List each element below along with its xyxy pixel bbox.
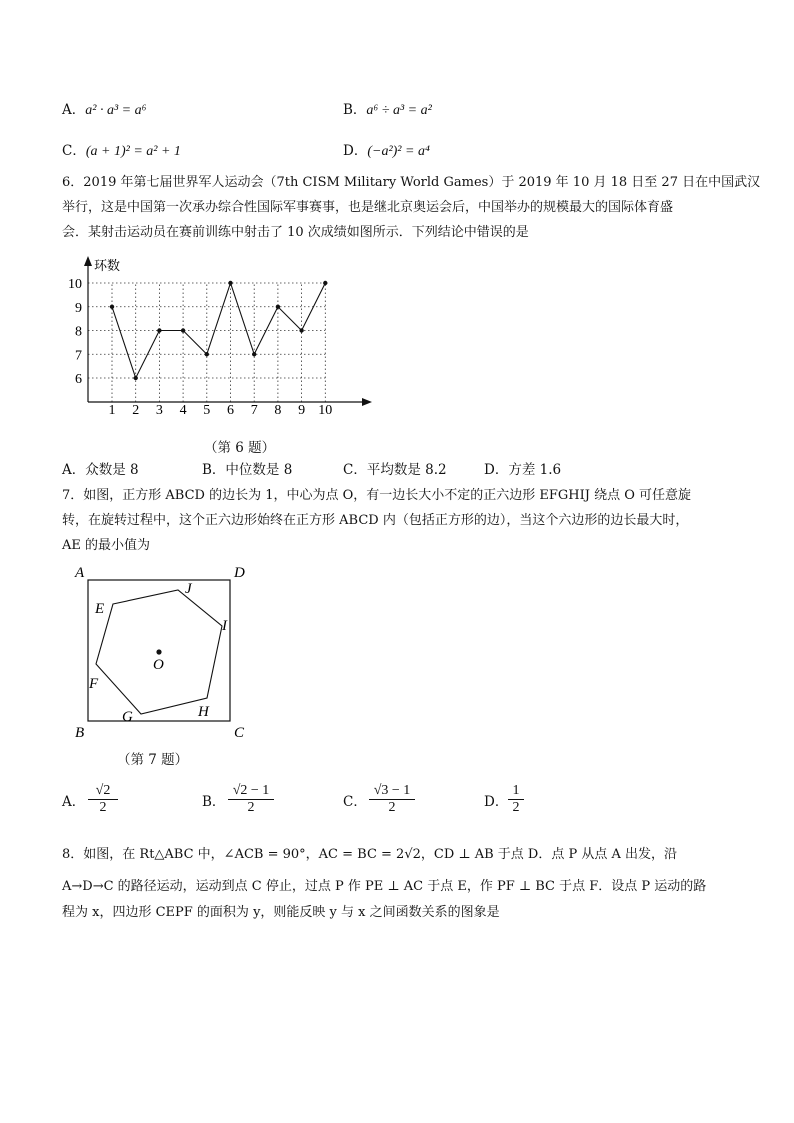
y-tick-label: 8 [75, 324, 82, 340]
q7-option-a-fraction [88, 783, 118, 816]
label-e: E [95, 601, 105, 617]
q8-line1: 8．如图，在 Rt△ABC 中，∠ACB = 90°，AC = BC = 2√2，CD ⊥ AB 于点 D．点 P 从点 A 出发，沿 [62, 847, 678, 862]
x-tick-label: 9 [298, 403, 306, 418]
q7-option-b-fraction [228, 783, 274, 816]
q6-option-b-text: 中位数是 8 [225, 462, 293, 478]
q7-option-b-num: √2 − 1 [228, 783, 274, 800]
label-h: H [198, 704, 209, 720]
q7-option-d-fraction [508, 783, 524, 816]
q7-option-d-num: 1 [508, 783, 524, 800]
q7-option-a-label: A． [62, 794, 86, 810]
label-j: J [185, 581, 192, 597]
x-tick-label: 10 [318, 403, 333, 418]
q7-option-c-den: 2 [388, 800, 396, 815]
q7-option-c-fraction [369, 783, 415, 816]
q5-option-a-expr: a² · a³ = a⁶ [85, 103, 147, 118]
q5-option-a-label: A． [62, 102, 86, 118]
label-a: A [75, 565, 85, 581]
x-tick-label: 6 [227, 403, 234, 418]
y-axis-label: 环数 [94, 258, 121, 273]
q7-option-a-num: √2 [88, 783, 118, 800]
q7-option-d-den: 2 [512, 800, 520, 815]
q5-option-d-label: D． [343, 143, 368, 159]
label-o: O [153, 657, 164, 673]
q6-option-d-label: D． [484, 462, 509, 478]
q6-line2: 举行，这是中国第一次承办综合性国际军事赛事，也是继北京奥运会后，中国举办的规模最大的国际体育盛 [62, 200, 674, 215]
x-tick-label: 4 [179, 403, 187, 418]
q6-option-a-label: A． [62, 462, 86, 478]
q6-option-d-text: 方差 1.6 [508, 462, 562, 478]
q7-caption: （第 7 题） [117, 752, 189, 768]
y-tick-label: 10 [68, 277, 82, 292]
q7-line3: AE 的最小值为 [62, 538, 151, 553]
label-c: C [234, 725, 245, 741]
q6-caption: （第 6 题） [204, 440, 276, 456]
x-tick-label: 3 [155, 403, 163, 418]
x-tick-label: 5 [203, 403, 211, 418]
q7-option-b-label: B． [202, 794, 226, 810]
label-i: I [222, 618, 227, 634]
x-tick-label: 7 [250, 403, 258, 418]
y-tick-label: 7 [75, 348, 82, 364]
q8-line2: A→D→C 的路径运动，运动到点 C 停止，过点 P 作 PE ⊥ AC 于点 E，作 PF ⊥ BC 于点 F．设点 P 运动的路 [62, 879, 707, 894]
y-tick-label: 9 [75, 300, 82, 316]
q7-option-c-num: √3 − 1 [369, 783, 415, 800]
q5-option-c-expr: (a + 1)² = a² + 1 [85, 144, 181, 159]
label-g: G [122, 709, 133, 725]
x-tick-label: 2 [132, 403, 140, 418]
q7-option-b-den: 2 [247, 800, 255, 815]
y-tick-label: 6 [75, 372, 82, 387]
q6-option-b-label: B． [202, 462, 226, 478]
label-f: F [89, 676, 99, 692]
q7-option-a-den: 2 [99, 800, 107, 815]
label-b: B [75, 725, 85, 741]
q5-option-d-expr: (−a²)² = a⁴ [367, 144, 430, 159]
q6-option-c-label: C． [343, 462, 367, 478]
q6-option-c-text: 平均数是 8.2 [366, 462, 447, 478]
label-d: D [234, 565, 245, 581]
center-point-o [156, 649, 161, 654]
q7-line2: 转，在旋转过程中，这个正六边形始终在正方形 ABCD 内（包括正方形的边），当这个六边形的边长最大时， [62, 513, 689, 528]
x-tick-label: 1 [108, 403, 116, 418]
q6-line3: 会．某射击运动员在赛前训练中射击了 10 次成绩如图所示．下列结论中错误的是 [62, 225, 529, 240]
q8-line3: 程为 x，四边形 CEPF 的面积为 y，则能反映 y 与 x 之间函数关系的图象是 [62, 905, 500, 920]
q7-line1: 7．如图，正方形 ABCD 的边长为 1，中心为点 O，有一边长大小不定的正六边形 EFGHIJ 绕点 O 可任意旋 [62, 488, 692, 503]
q6-line1: 6．2019 年第七届世界军人运动会（7th CISM Military World Games）于 2019 年 10 月 18 日至 27 日在中国武汉 [62, 175, 761, 190]
x-tick-label: 8 [274, 403, 282, 418]
q5-option-c-label: C． [62, 143, 86, 159]
q5-option-b-expr: a⁶ ÷ a³ = a² [366, 103, 432, 118]
q5-option-b-label: B． [343, 102, 367, 118]
q6-option-a-text: 众数是 8 [85, 462, 139, 478]
q7-option-c-label: C． [343, 794, 367, 810]
q7-option-d-label: D． [484, 794, 509, 810]
